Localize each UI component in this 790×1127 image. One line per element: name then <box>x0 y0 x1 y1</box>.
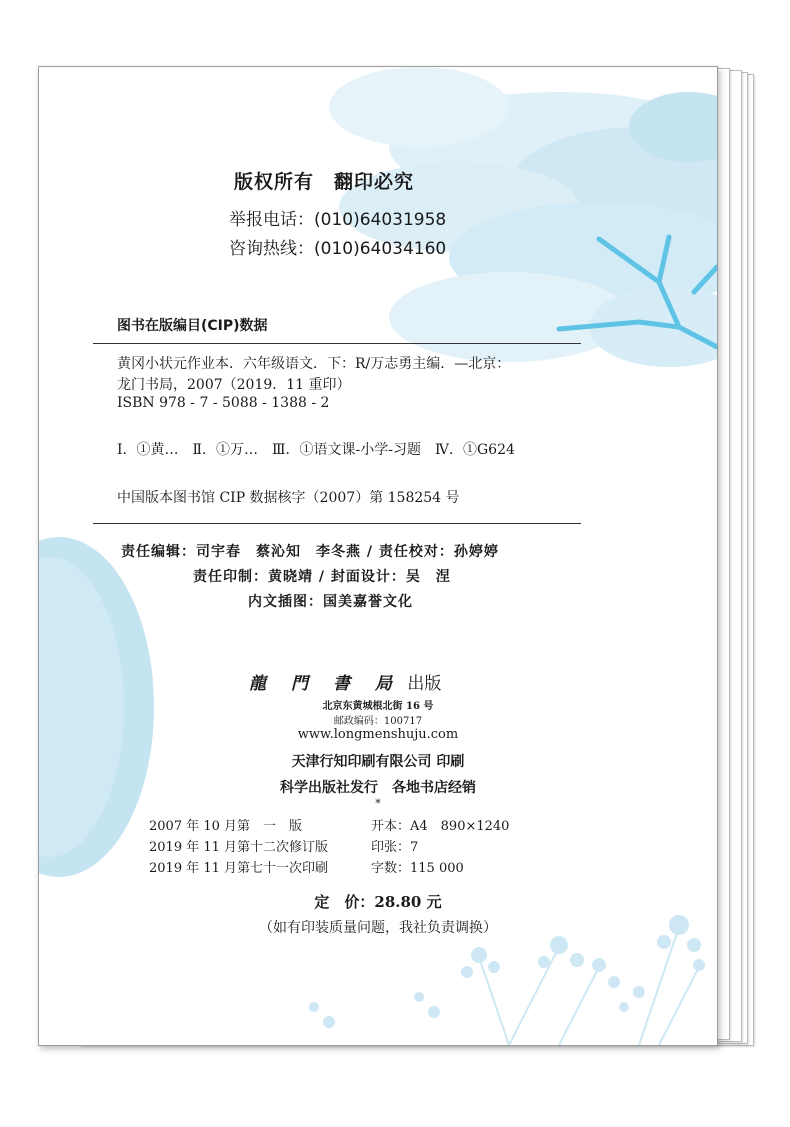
distribution: 科学出版社发行 各地书店经销 <box>280 780 476 796</box>
separator-asterisk: * <box>375 797 381 810</box>
cip-title-line: 黄冈小状元作业本．六年级语文．下：R/万志勇主编．—北京： <box>117 356 511 372</box>
cip-classification: Ⅰ．①黄… Ⅱ．①万… Ⅲ．①语文课-小学-习题 Ⅳ．①G624 <box>117 442 515 458</box>
publisher-website: www.longmenshuju.com <box>297 727 459 742</box>
quality-note: （如有印装质量问题，我社负责调换） <box>259 920 497 936</box>
cip-top-rule <box>93 343 581 344</box>
edition-row-3-left: 2019 年 11 月第七十一次印刷 <box>149 861 329 876</box>
price-label: 定 价：28.80 元 <box>314 893 442 911</box>
edition-row-3-right: 字数：115 000 <box>371 861 464 876</box>
copyright-notice: 版权所有 翻印必究 <box>234 171 415 193</box>
publish-label: 出版 <box>407 674 442 694</box>
report-phone: 举报电话：(010)64031958 <box>229 210 447 230</box>
cip-isbn: ISBN 978 - 7 - 5088 - 1388 - 2 <box>117 395 330 411</box>
edition-row-1-right: 开本：A4 890×1240 <box>371 819 510 834</box>
cip-bottom-rule <box>93 523 581 524</box>
hotline: 咨询热线：(010)64034160 <box>229 239 447 259</box>
publisher-postcode: 邮政编码：100717 <box>333 716 423 727</box>
credits-editors: 责任编辑：司宇春 蔡沁知 李冬燕 / 责任校对：孙婷婷 <box>121 544 499 560</box>
edition-row-1-left: 2007 年 10 月第 一 版 <box>149 819 303 834</box>
cip-record: 中国版本图书馆 CIP 数据核字（2007）第 158254 号 <box>117 490 460 506</box>
credits-print: 责任印制：黄晓靖 / 封面设计：吴 涅 <box>193 569 451 585</box>
credits-illustration: 内文插图：国美嘉誉文化 <box>248 594 413 610</box>
edition-row-2-right: 印张：7 <box>371 840 419 855</box>
copyright-page <box>38 66 718 1046</box>
cip-header: 图书在版编目(CIP)数据 <box>117 318 268 334</box>
edition-row-2-left: 2019 年 11 月第十二次修订版 <box>149 840 329 855</box>
cip-publisher-line: 龙门书局，2007（2019．11 重印） <box>117 377 351 393</box>
publisher-line <box>249 669 441 694</box>
publisher-logo: 龍 門 書 局 <box>249 674 396 694</box>
publisher-address: 北京东黄城根北街 16 号 <box>322 701 434 712</box>
printer: 天津行知印刷有限公司 印刷 <box>291 754 465 770</box>
